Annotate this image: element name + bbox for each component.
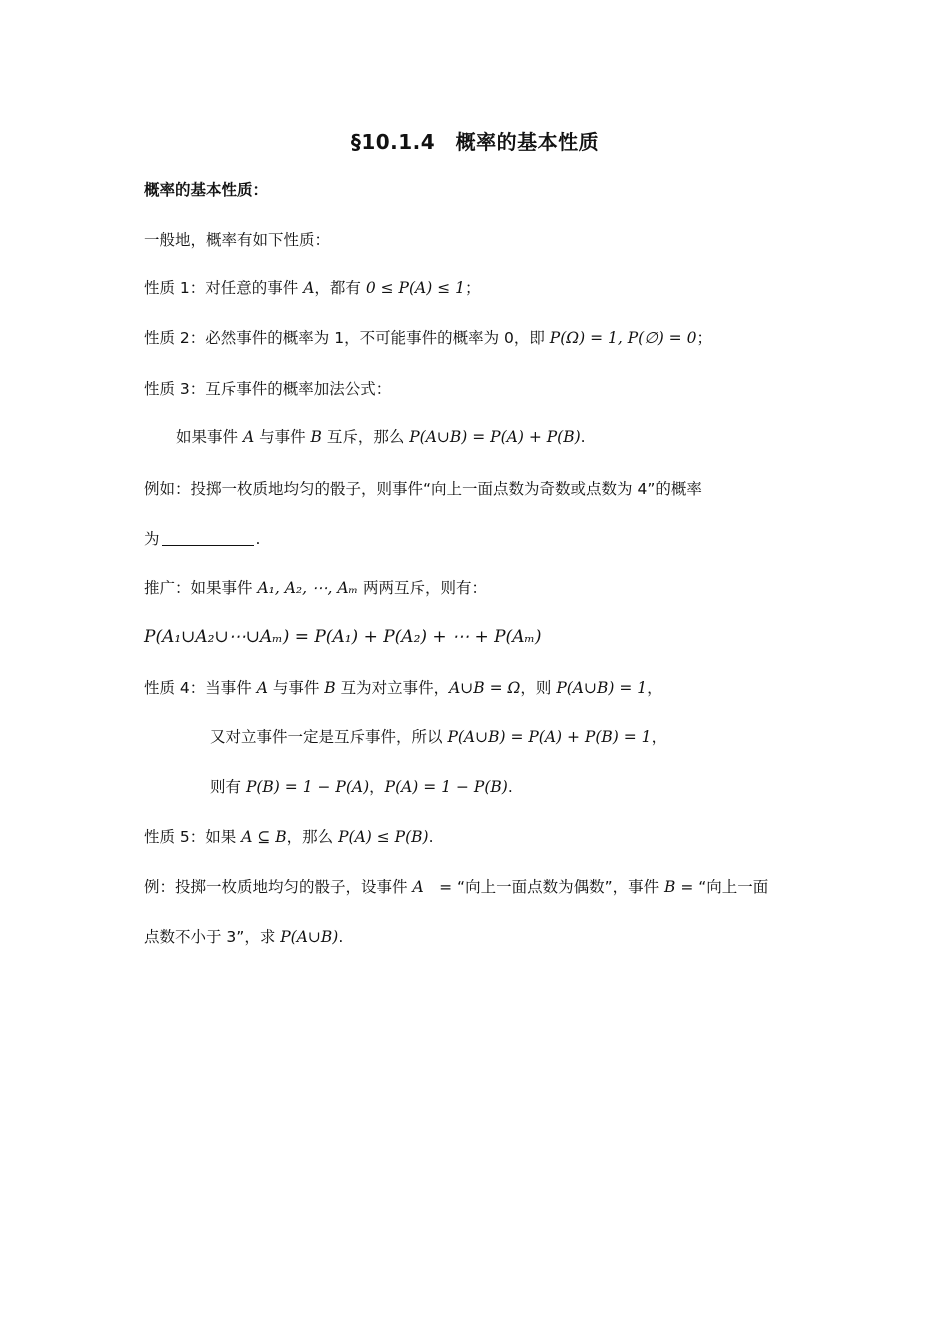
property-4-mid3: ，则 [520, 679, 557, 697]
example-1-line-2 [144, 527, 260, 551]
property-4b-pre: 又对立事件一定是互斥事件，所以 [210, 728, 448, 746]
var-a: A [256, 679, 268, 697]
section-heading: 概率的基本性质： [144, 181, 269, 199]
property-3-rule [176, 425, 586, 449]
example-1-prefix: 为 [144, 530, 160, 548]
formula-subset: A ⊆ B [241, 828, 287, 846]
var-b: B [310, 428, 322, 446]
example-2-line2-pre: 点数不小于 3”，求 [144, 928, 281, 946]
property-4c-mid: ， [369, 778, 385, 796]
property-4-line-2 [210, 725, 667, 749]
property-1-mid: ，都有 [314, 279, 366, 297]
generalization-pre: 推广：如果事件 [144, 579, 258, 597]
property-4-pre: 性质 4：当事件 [144, 679, 257, 697]
var-a: A [242, 428, 255, 446]
formula-addition-rule: P(A∪B) = P(A) + P(B) [409, 428, 581, 446]
formula-union-one: P(A∪B) = 1 [556, 679, 648, 697]
var-b: B [664, 878, 676, 896]
property-4-mid: 与事件 [267, 679, 325, 697]
example-2-line-2 [144, 925, 343, 949]
property-5 [144, 825, 434, 849]
property-5-pre: 性质 5：如果 [144, 828, 242, 846]
property-1-end: ； [464, 279, 481, 297]
property-4-end: ， [647, 679, 663, 697]
property-4 [144, 676, 663, 700]
formula-pa: P(A) = 1 − P(B) [384, 778, 508, 796]
rule-mid: 与事件 [254, 428, 311, 446]
property-5-mid: ，那么 [286, 828, 339, 846]
formula-union-omega: A∪B = Ω [449, 679, 521, 697]
example-2-line2-end: . [338, 928, 344, 946]
intro-text: 一般地，概率有如下性质： [144, 231, 331, 249]
var-b: B [324, 679, 336, 697]
property-2-end: ； [696, 329, 712, 347]
var-a: A [303, 279, 315, 297]
property-2 [144, 326, 712, 350]
property-4c-end: . [507, 778, 513, 796]
generalization-vars: A₁, A₂, ⋯, Aₘ [257, 579, 359, 597]
property-4c-pre: 则有 [210, 778, 246, 796]
formula-monotone: P(A) ≤ P(B) [338, 828, 429, 846]
formula-property-2: P(Ω) = 1, P(∅) = 0 [549, 329, 697, 347]
example-1-end: . [255, 530, 261, 548]
formula-question: P(A∪B) [280, 928, 339, 946]
answer-blank[interactable] [162, 531, 254, 546]
formula-property-1: 0 ≤ P(A) ≤ 1 [365, 279, 465, 297]
rule-end: . [580, 428, 586, 446]
generalization-formula: P(A₁∪A₂∪⋯∪Aₘ) = P(A₁) + P(A₂) + ⋯ + P(Aₘ) [144, 627, 542, 647]
example-2-line-1 [144, 875, 768, 899]
formula-complement-sum: P(A∪B) = P(A) + P(B) = 1 [447, 728, 652, 746]
property-1 [144, 276, 481, 300]
property-3: 性质 3：互斥事件的概率加法公式： [144, 380, 392, 398]
property-5-end: . [428, 828, 434, 846]
rule-pre: 如果事件 [176, 428, 243, 446]
example-2-pre: 例：投掷一枚质地均匀的骰子，设事件 [144, 878, 413, 896]
var-a: A [412, 878, 424, 896]
formula-pb: P(B) = 1 − P(A) [245, 778, 370, 796]
property-2-label: 性质 2：必然事件的概率为 1，不可能事件的概率为 0，即 [144, 329, 550, 347]
property-4-line-3 [210, 775, 513, 799]
generalization-post: 两两互斥，则有： [358, 579, 487, 597]
rule-mid2: 互斥，那么 [321, 428, 410, 446]
example-2-end: = “向上一面 [675, 878, 769, 896]
page-title: §10.1.4 概率的基本性质 [350, 130, 600, 154]
property-4-mid2: 互为对立事件， [335, 679, 450, 697]
generalization [144, 576, 487, 600]
example-2-mid: = “向上一面点数为偶数”，事件 [423, 878, 665, 896]
property-1-label: 性质 1：对任意的事件 [144, 279, 304, 297]
example-1-line-1: 例如：投掷一枚质地均匀的骰子，则事件“向上一面点数为奇数或点数为 4”的概率 [144, 480, 702, 498]
property-4b-end: ， [651, 728, 668, 746]
